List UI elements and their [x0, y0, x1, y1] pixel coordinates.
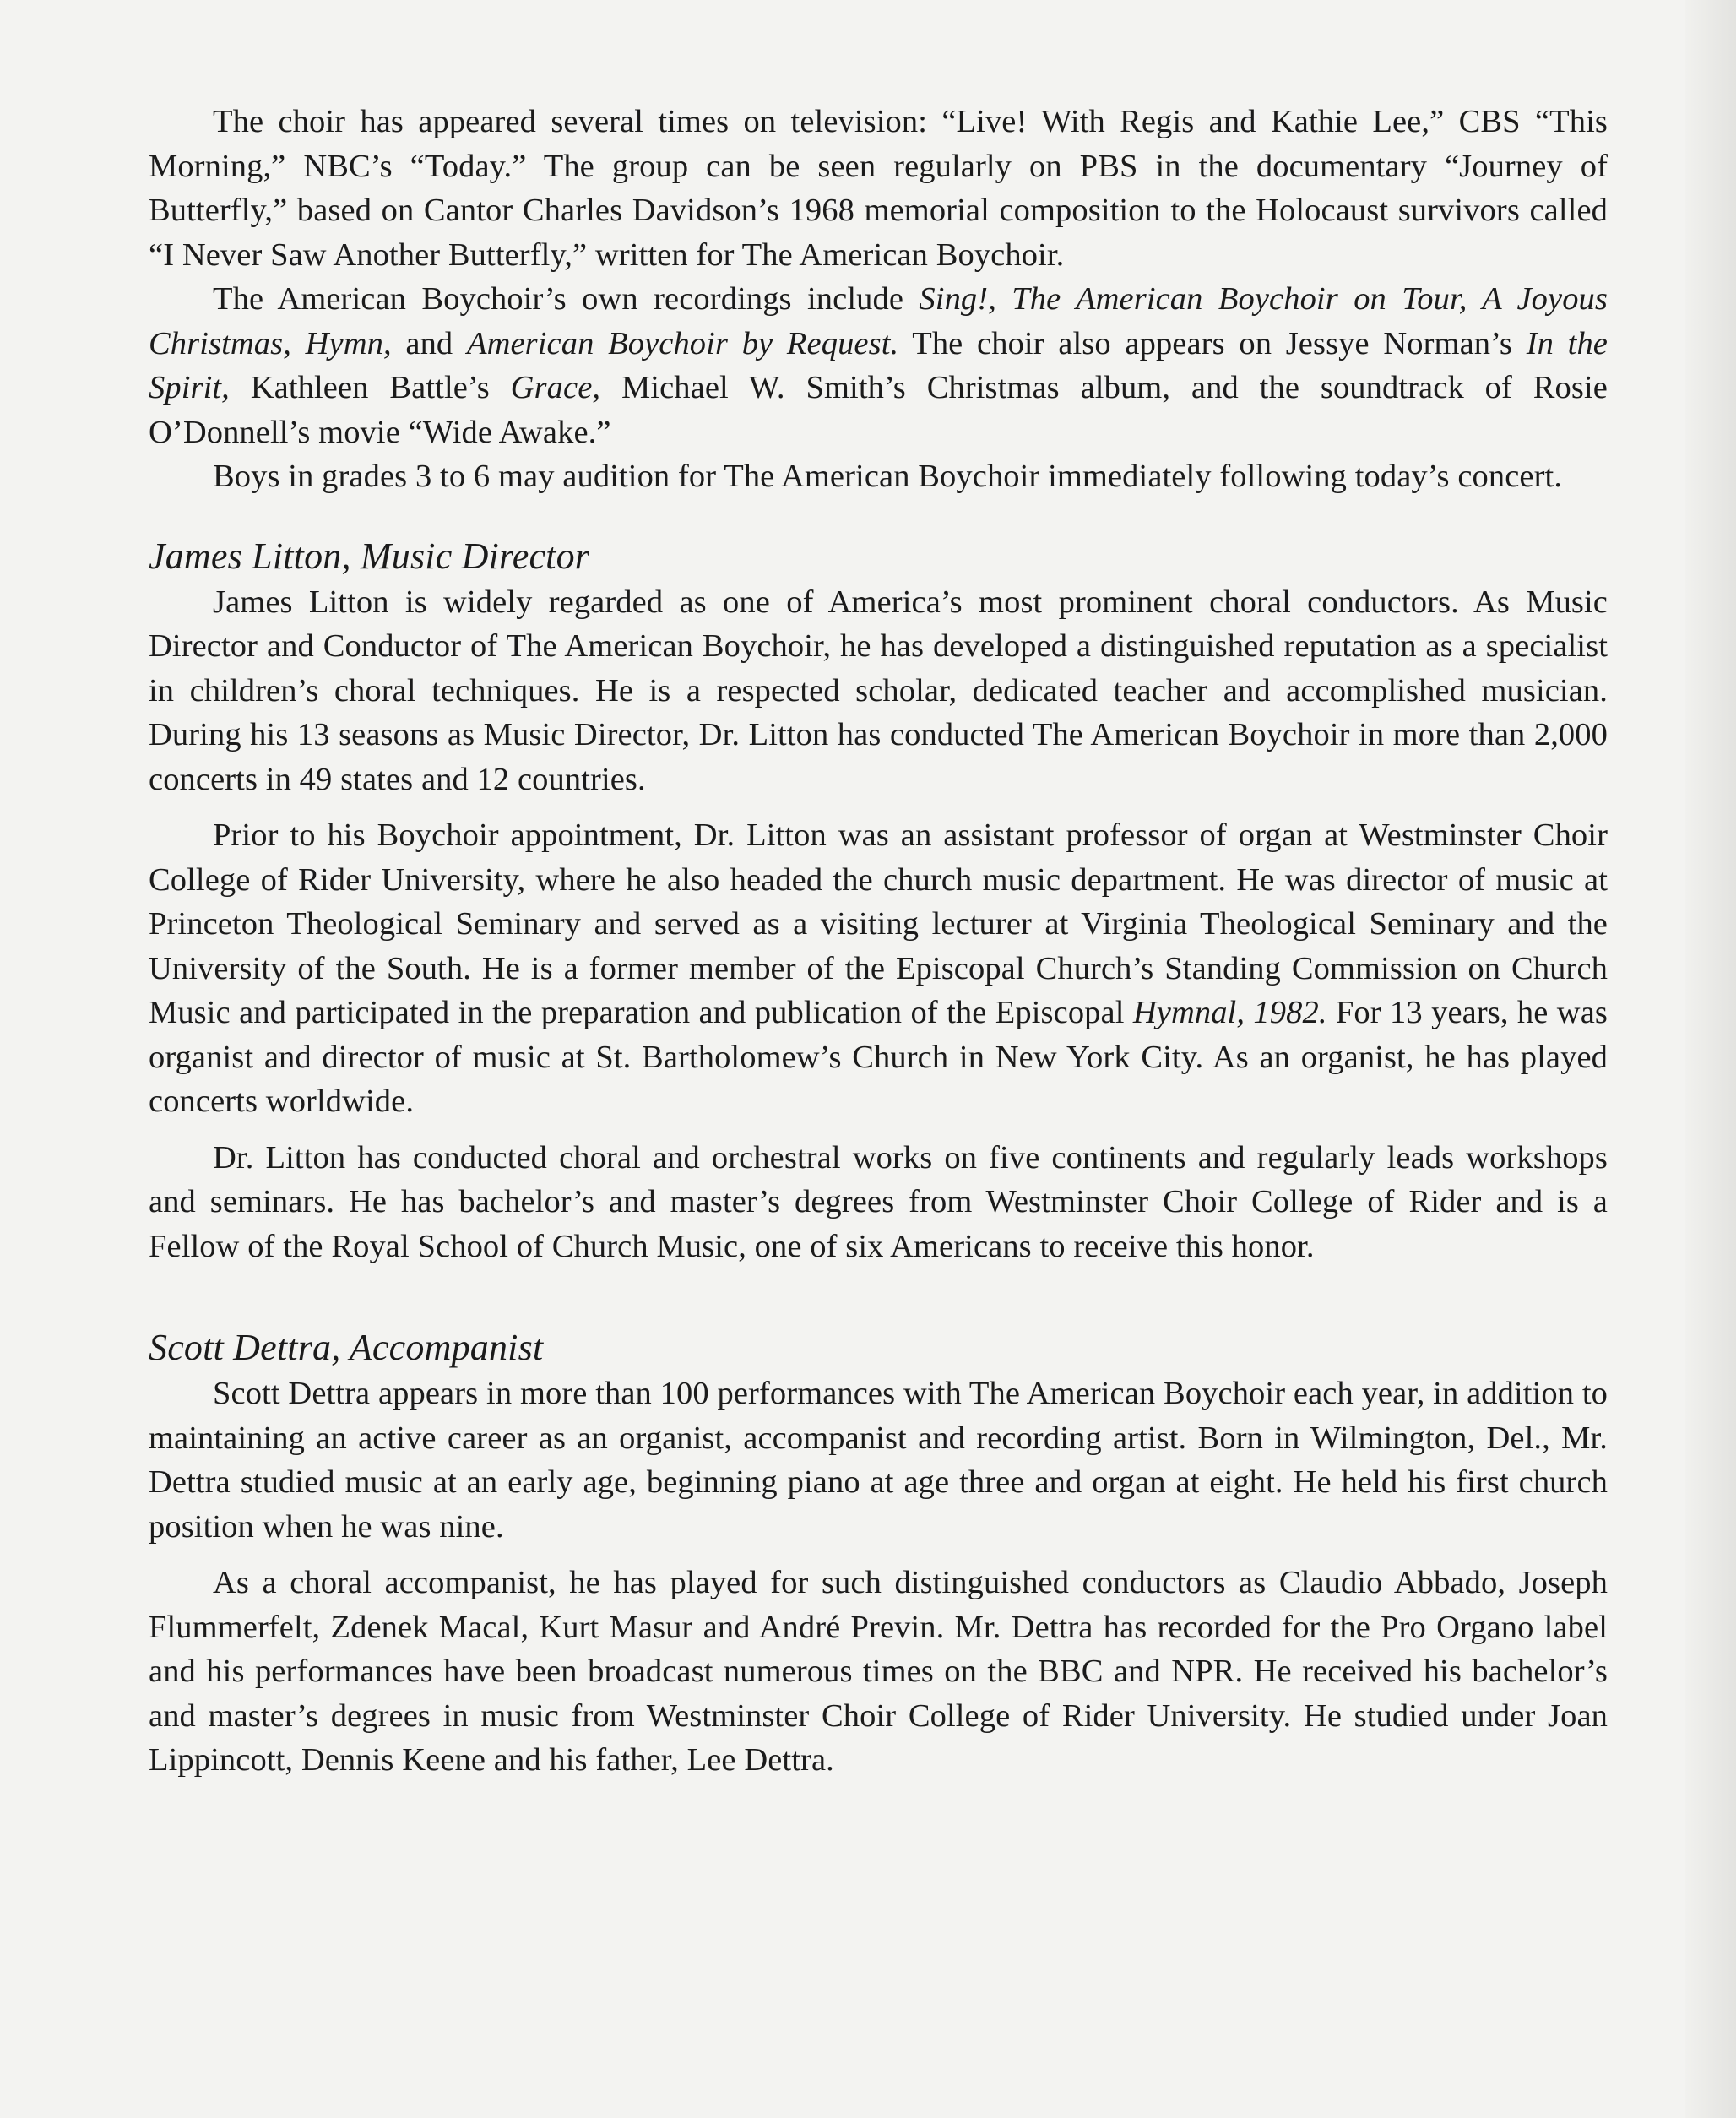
italic-run: American Boychoir by Request. [466, 325, 899, 361]
text-run: Prior to his Boychoir appointment, Dr. Litton was an assistant professor of organ at Westminster Choir College of Rider University, where he also headed the church music department. He was director of music at Princeton Theological Seminary and served as a visiting lecturer at Virginia Theological Seminary and the University of the South. He is a former member of the Episcopal Church’s Standing Commission on Church Music and participated in the preparation and publication of the Episcopal [149, 817, 1608, 1030]
litton-paragraph-overview: James Litton is widely regarded as one of America’s most prominent choral conductors. As Music Director and Conductor of The American Boychoir, he has developed a distinguished reputation as a specialist in children’s choral techniques. He is a respected scholar, dedicated teacher and accomplished musician. During his 13 seasons as Music Director, Dr. Litton has conducted The American Boychoir in more than 2,000 concerts in 49 states and 12 countries. [149, 584, 1608, 797]
text-run: For 13 years, he was organist and director of music at St. Bartholomew’s Church in New York City. As an organist, he has played concerts worldwide. [149, 995, 1608, 1119]
dettra-paragraph-accompanist: As a choral accompanist, he has played for such distinguished conductors as Claudio Abbado, Joseph Flummerfelt, Zdenek Macal, Kurt Masur and André Previn. Mr. Dettra has recorded for the Pro Organo label and his performances have been broadcast numerous times on the BBC and NPR. He received his bachelor’s and master’s degrees in music from Westminster Choir College of Rider University. He studied under Joan Lippincott, Dennis Keene and his father, Lee Dettra. [149, 1565, 1608, 1778]
section-heading-litton: James Litton, Music Director [149, 535, 590, 577]
italic-run: In the Spirit, [149, 325, 1608, 405]
text-run: The American Boychoir’s own recordings include [213, 281, 920, 317]
text-run: Kathleen Battle’s [229, 370, 511, 405]
text-run: The choir also appears on Jessye Norman’s [898, 325, 1527, 361]
italic-run: Grace, [510, 370, 601, 405]
litton-paragraph-career [149, 813, 1608, 1124]
dettra-paragraph-overview: Scott Dettra appears in more than 100 performances with The American Boychoir each year, in addition to maintaining an active career as an organist, accompanist and recording artist. Born in Wilmington, Del., Mr. Dettra studied music at an early age, beginning piano at age three and organ at eight. He held his first church position when he was nine. [149, 1376, 1608, 1545]
text-run: and [391, 325, 467, 361]
section-heading-dettra: Scott Dettra, Accompanist [149, 1327, 544, 1368]
italic-run: Sing!, The American Boychoir on Tour, A Joyous Christmas, Hymn, [149, 281, 1608, 361]
page-edge-shadow [1685, 0, 1736, 2118]
intro-paragraph-recordings [149, 277, 1608, 454]
intro-paragraph-television: The choir has appeared several times on television: “Live! With Regis and Kathie Lee,” CBS “This Morning,” NBC’s “Today.” The group can be seen regularly on PBS in the documentary “Journey of Butterfly,” based on Cantor Charles Davidson’s 1968 memorial composition to the Holocaust survivors called “I Never Saw Another Butterfly,” written for The American Boychoir. [149, 104, 1608, 273]
italic-run: Hymnal, 1982. [1132, 995, 1327, 1030]
litton-paragraph-education: Dr. Litton has conducted choral and orchestral works on five continents and regularly leads workshops and seminars. He has bachelor’s and master’s degrees from Westminster Choir College of Rider and is a Fellow of the Royal School of Church Music, one of six Americans to receive this honor. [149, 1139, 1608, 1264]
text-run: Michael W. Smith’s Christmas album, and the soundtrack of Rosie O’Donnell’s movie “Wide Awake.” [149, 370, 1608, 450]
intro-paragraph-audition: Boys in grades 3 to 6 may audition for The American Boychoir immediately following today’s concert. [213, 459, 1563, 494]
page-content [149, 100, 1608, 1783]
